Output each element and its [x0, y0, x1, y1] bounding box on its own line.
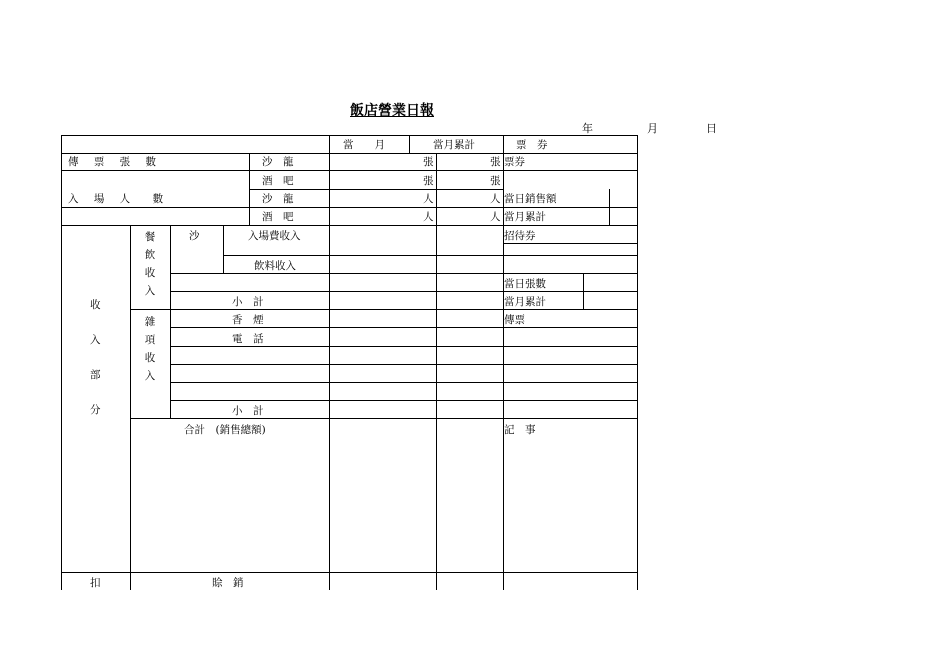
date-year: 年 — [582, 122, 593, 135]
unit-zhang: 張 — [423, 156, 434, 168]
date-month: 月 — [647, 122, 658, 135]
salon-short-label: 沙 — [189, 230, 200, 242]
page-title: 飯店營業日報 — [350, 103, 434, 119]
unit-ren: 人 — [423, 193, 434, 205]
header-month-cumulative: 當月累計 — [433, 139, 475, 151]
date-day: 日 — [706, 122, 717, 135]
voucher-ticket-label: 票券 — [504, 156, 525, 168]
income-section-char: 部 — [90, 369, 101, 381]
subtotal-label: 小 計 — [232, 296, 264, 308]
unit-ren: 人 — [490, 193, 501, 205]
notes-label: 記 事 — [504, 424, 536, 436]
month-cumulative-label: 當月累計 — [504, 296, 546, 308]
complimentary-label: 招待券 — [504, 230, 536, 242]
unit-zhang: 張 — [490, 175, 501, 187]
daily-count-label: 當日張數 — [504, 278, 546, 290]
phone-label: 電 話 — [232, 333, 264, 345]
entry-fee-label: 入場費收入 — [248, 230, 301, 242]
month-total-label: 當月累計 — [504, 211, 546, 223]
unit-ren: 人 — [490, 211, 501, 223]
header-vouchers: 票 券 — [516, 139, 548, 151]
daily-sales-label: 當日銷售額 — [504, 193, 557, 205]
unit-zhang: 張 — [423, 175, 434, 187]
salon-label: 沙 龍 — [262, 156, 294, 168]
header-current-month: 當 月 — [343, 139, 385, 151]
subtotal-label: 小 計 — [232, 405, 264, 417]
deduct-label: 扣 — [90, 577, 101, 589]
unit-zhang: 張 — [490, 156, 501, 168]
ticket-count-label: 傳 票 張 數 — [68, 156, 163, 168]
cigarettes-label: 香 煙 — [232, 314, 264, 326]
misc-income-label: 雜 項 收 入 — [144, 316, 156, 382]
credit-sales-label: 賒 銷 — [212, 577, 244, 589]
income-section-char: 分 — [90, 404, 101, 416]
income-section-char: 入 — [90, 334, 101, 346]
drink-income-label: 飲料收入 — [254, 260, 296, 272]
bar-label: 酒 吧 — [262, 175, 294, 187]
income-section-char: 收 — [90, 299, 101, 311]
bar-label: 酒 吧 — [262, 211, 294, 223]
visitors-label: 入 場 人 數 — [68, 193, 170, 205]
food-income-label: 餐 飲 收 入 — [144, 231, 156, 297]
salon-label: 沙 龍 — [262, 193, 294, 205]
ticket-label: 傳票 — [504, 314, 525, 326]
total-sales-label: 合計 (銷售總額) — [184, 424, 266, 436]
unit-ren: 人 — [423, 211, 434, 223]
